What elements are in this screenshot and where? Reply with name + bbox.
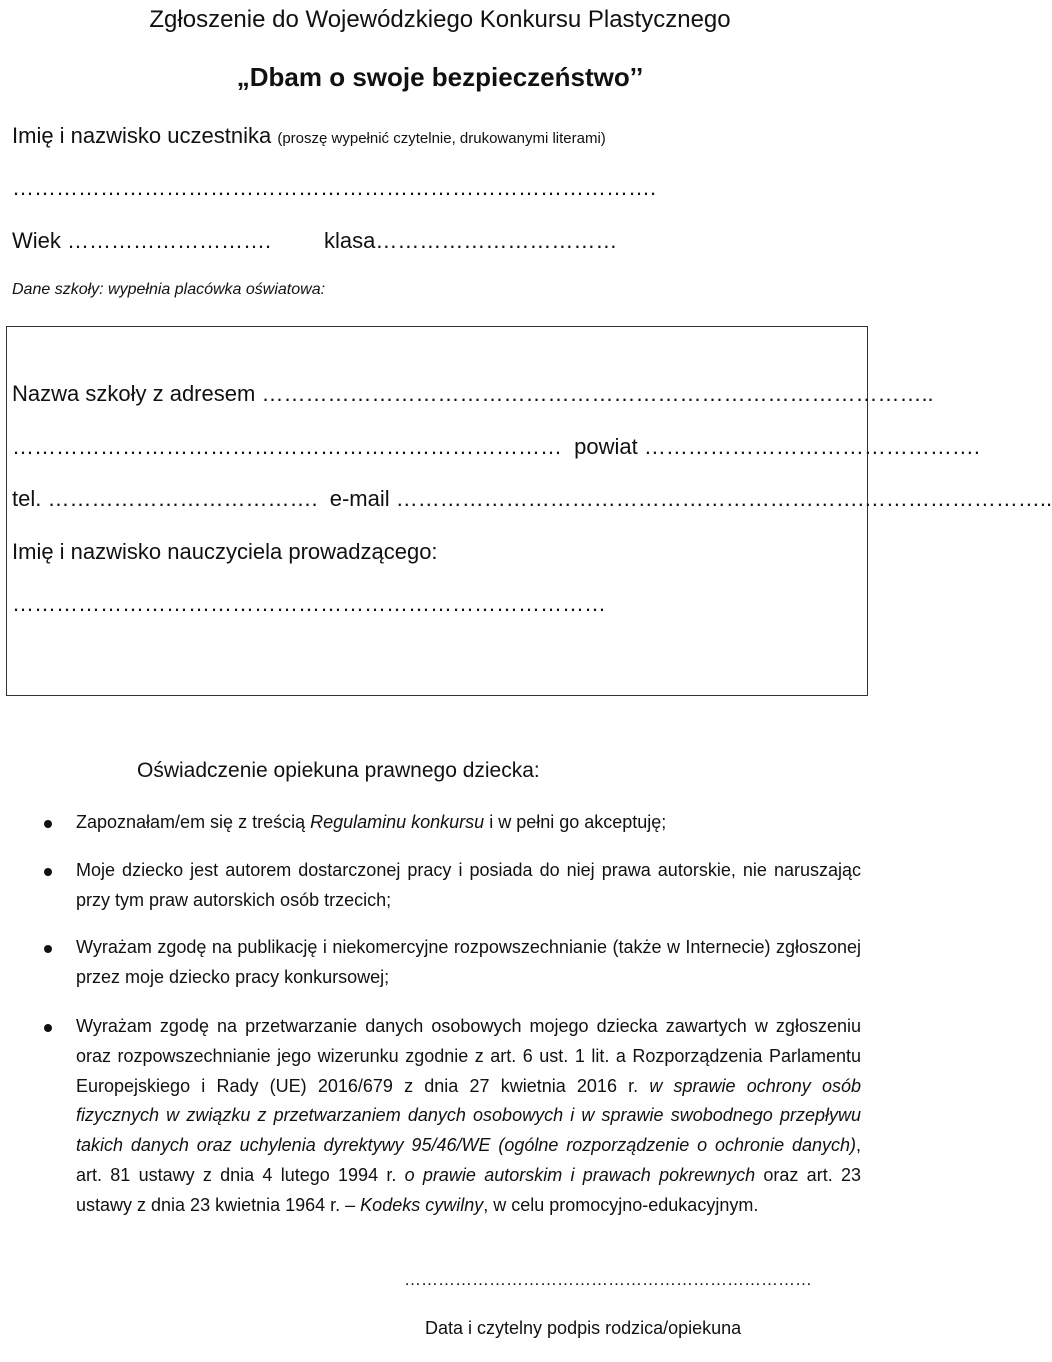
teacher-name-label: Imię i nazwisko nauczyciela prowadzącego: bbox=[12, 539, 438, 564]
signature-field[interactable]: ……………………………………………………………… bbox=[404, 1270, 812, 1289]
statement-text: i w pełni go akceptuję; bbox=[484, 812, 667, 832]
county-field[interactable]: ………………………………………. bbox=[643, 434, 980, 459]
statement-title: Oświadczenie opiekuna prawnego dziecka: bbox=[137, 759, 540, 782]
school-name-row bbox=[12, 381, 934, 407]
statement-item-data-processing bbox=[76, 1012, 861, 1221]
school-name-field[interactable]: ……………………………………………………………………………….. bbox=[261, 381, 934, 406]
age-label: Wiek bbox=[12, 228, 61, 253]
school-section-note: Dane szkoły: wypełnia placówka oświatowa: bbox=[12, 281, 326, 298]
statement-emphasis: w sprawie ochrony osób fizycznych w związku z przetwarzaniem danych osobowych i w sprawie swobodnego przepływu takich danych oraz uchylenia dyrektywy 95/46/WE (ogólne rozporządzenie o ochronie danych) bbox=[76, 1075, 861, 1156]
participant-class-row bbox=[324, 228, 617, 254]
statement-emphasis: Regulaminu konkursu bbox=[310, 812, 485, 832]
bullet-icon bbox=[44, 1024, 52, 1032]
statement-item-publication: Wyrażam zgodę na publikację i niekomercyjne rozpowszechnianie (także w Internecie) zgłoszonej przez moje dziecko pracy konkursowej; bbox=[76, 937, 861, 987]
signature-label: Data i czytelny podpis rodzica/opiekuna bbox=[425, 1318, 742, 1338]
participant-name-row bbox=[12, 123, 606, 149]
school-contact-row bbox=[12, 486, 1052, 512]
statement-text: oraz art. 23 ustawy z dnia 23 kwietnia 1964 r. – bbox=[76, 1164, 861, 1215]
age-field[interactable]: ………………………. bbox=[67, 228, 272, 253]
email-field[interactable]: ……………………………………………………….…………………….. bbox=[395, 486, 1052, 511]
statement-item-rules bbox=[76, 808, 861, 838]
participant-name-field[interactable]: ……………………………………………………………………………. bbox=[12, 175, 657, 200]
teacher-name-field[interactable]: ……………………………………………………………………… bbox=[12, 591, 606, 616]
statement-emphasis: Kodeks cywilny bbox=[360, 1194, 484, 1215]
class-field[interactable]: …………………………… bbox=[375, 228, 618, 253]
participant-name-hint: (proszę wypełnić czytelnie, drukowanymi literami) bbox=[277, 130, 606, 147]
school-address-row bbox=[12, 434, 980, 460]
participant-age-row bbox=[12, 228, 271, 254]
bullet-icon bbox=[44, 868, 52, 876]
county-label: powiat bbox=[574, 434, 638, 459]
school-address-field[interactable]: ………………………………………………………………… bbox=[12, 434, 562, 459]
bullet-icon bbox=[44, 820, 52, 828]
phone-label: tel. bbox=[12, 486, 42, 511]
email-label: e-mail bbox=[329, 486, 390, 511]
phone-field[interactable]: ………………………………. bbox=[47, 486, 318, 511]
class-label: klasa bbox=[324, 228, 376, 253]
school-name-label: Nazwa szkoły z adresem bbox=[12, 381, 256, 406]
participant-name-label: Imię i nazwisko uczestnika bbox=[12, 123, 272, 148]
form-title: Zgłoszenie do Wojewódzkiego Konkursu Plastycznego bbox=[149, 6, 731, 33]
bullet-icon bbox=[44, 945, 52, 953]
statement-text: Zapoznałam/em się z treścią bbox=[76, 812, 311, 832]
statement-emphasis: o prawie autorskim i prawach pokrewnych bbox=[404, 1164, 756, 1185]
statement-text: , w celu promocyjno-edukacyjnym. bbox=[483, 1194, 759, 1215]
contest-name: „Dbam o swoje bezpieczeństwo’’ bbox=[236, 62, 644, 92]
statement-text: , art. 81 ustawy z dnia 4 lutego 1994 r. bbox=[76, 1135, 861, 1185]
statement-item-authorship: Moje dziecko jest autorem dostarczonej pracy i posiada do niej prawa autorskie, nie naruszając przy tym praw autorskich osób trzecich; bbox=[76, 860, 861, 910]
statement-text: Wyrażam zgodę na przetwarzanie danych osobowych mojego dziecka zawartych w zgłoszeniu oraz rozpowszechnianie jego wizerunku zgodnie z art. 6 ust. 1 lit. a Rozporządzenia Parlamentu Europejskiego i Rady (UE) 2016/679 z dnia 27 kwietnia 2016 r. bbox=[76, 1016, 861, 1096]
